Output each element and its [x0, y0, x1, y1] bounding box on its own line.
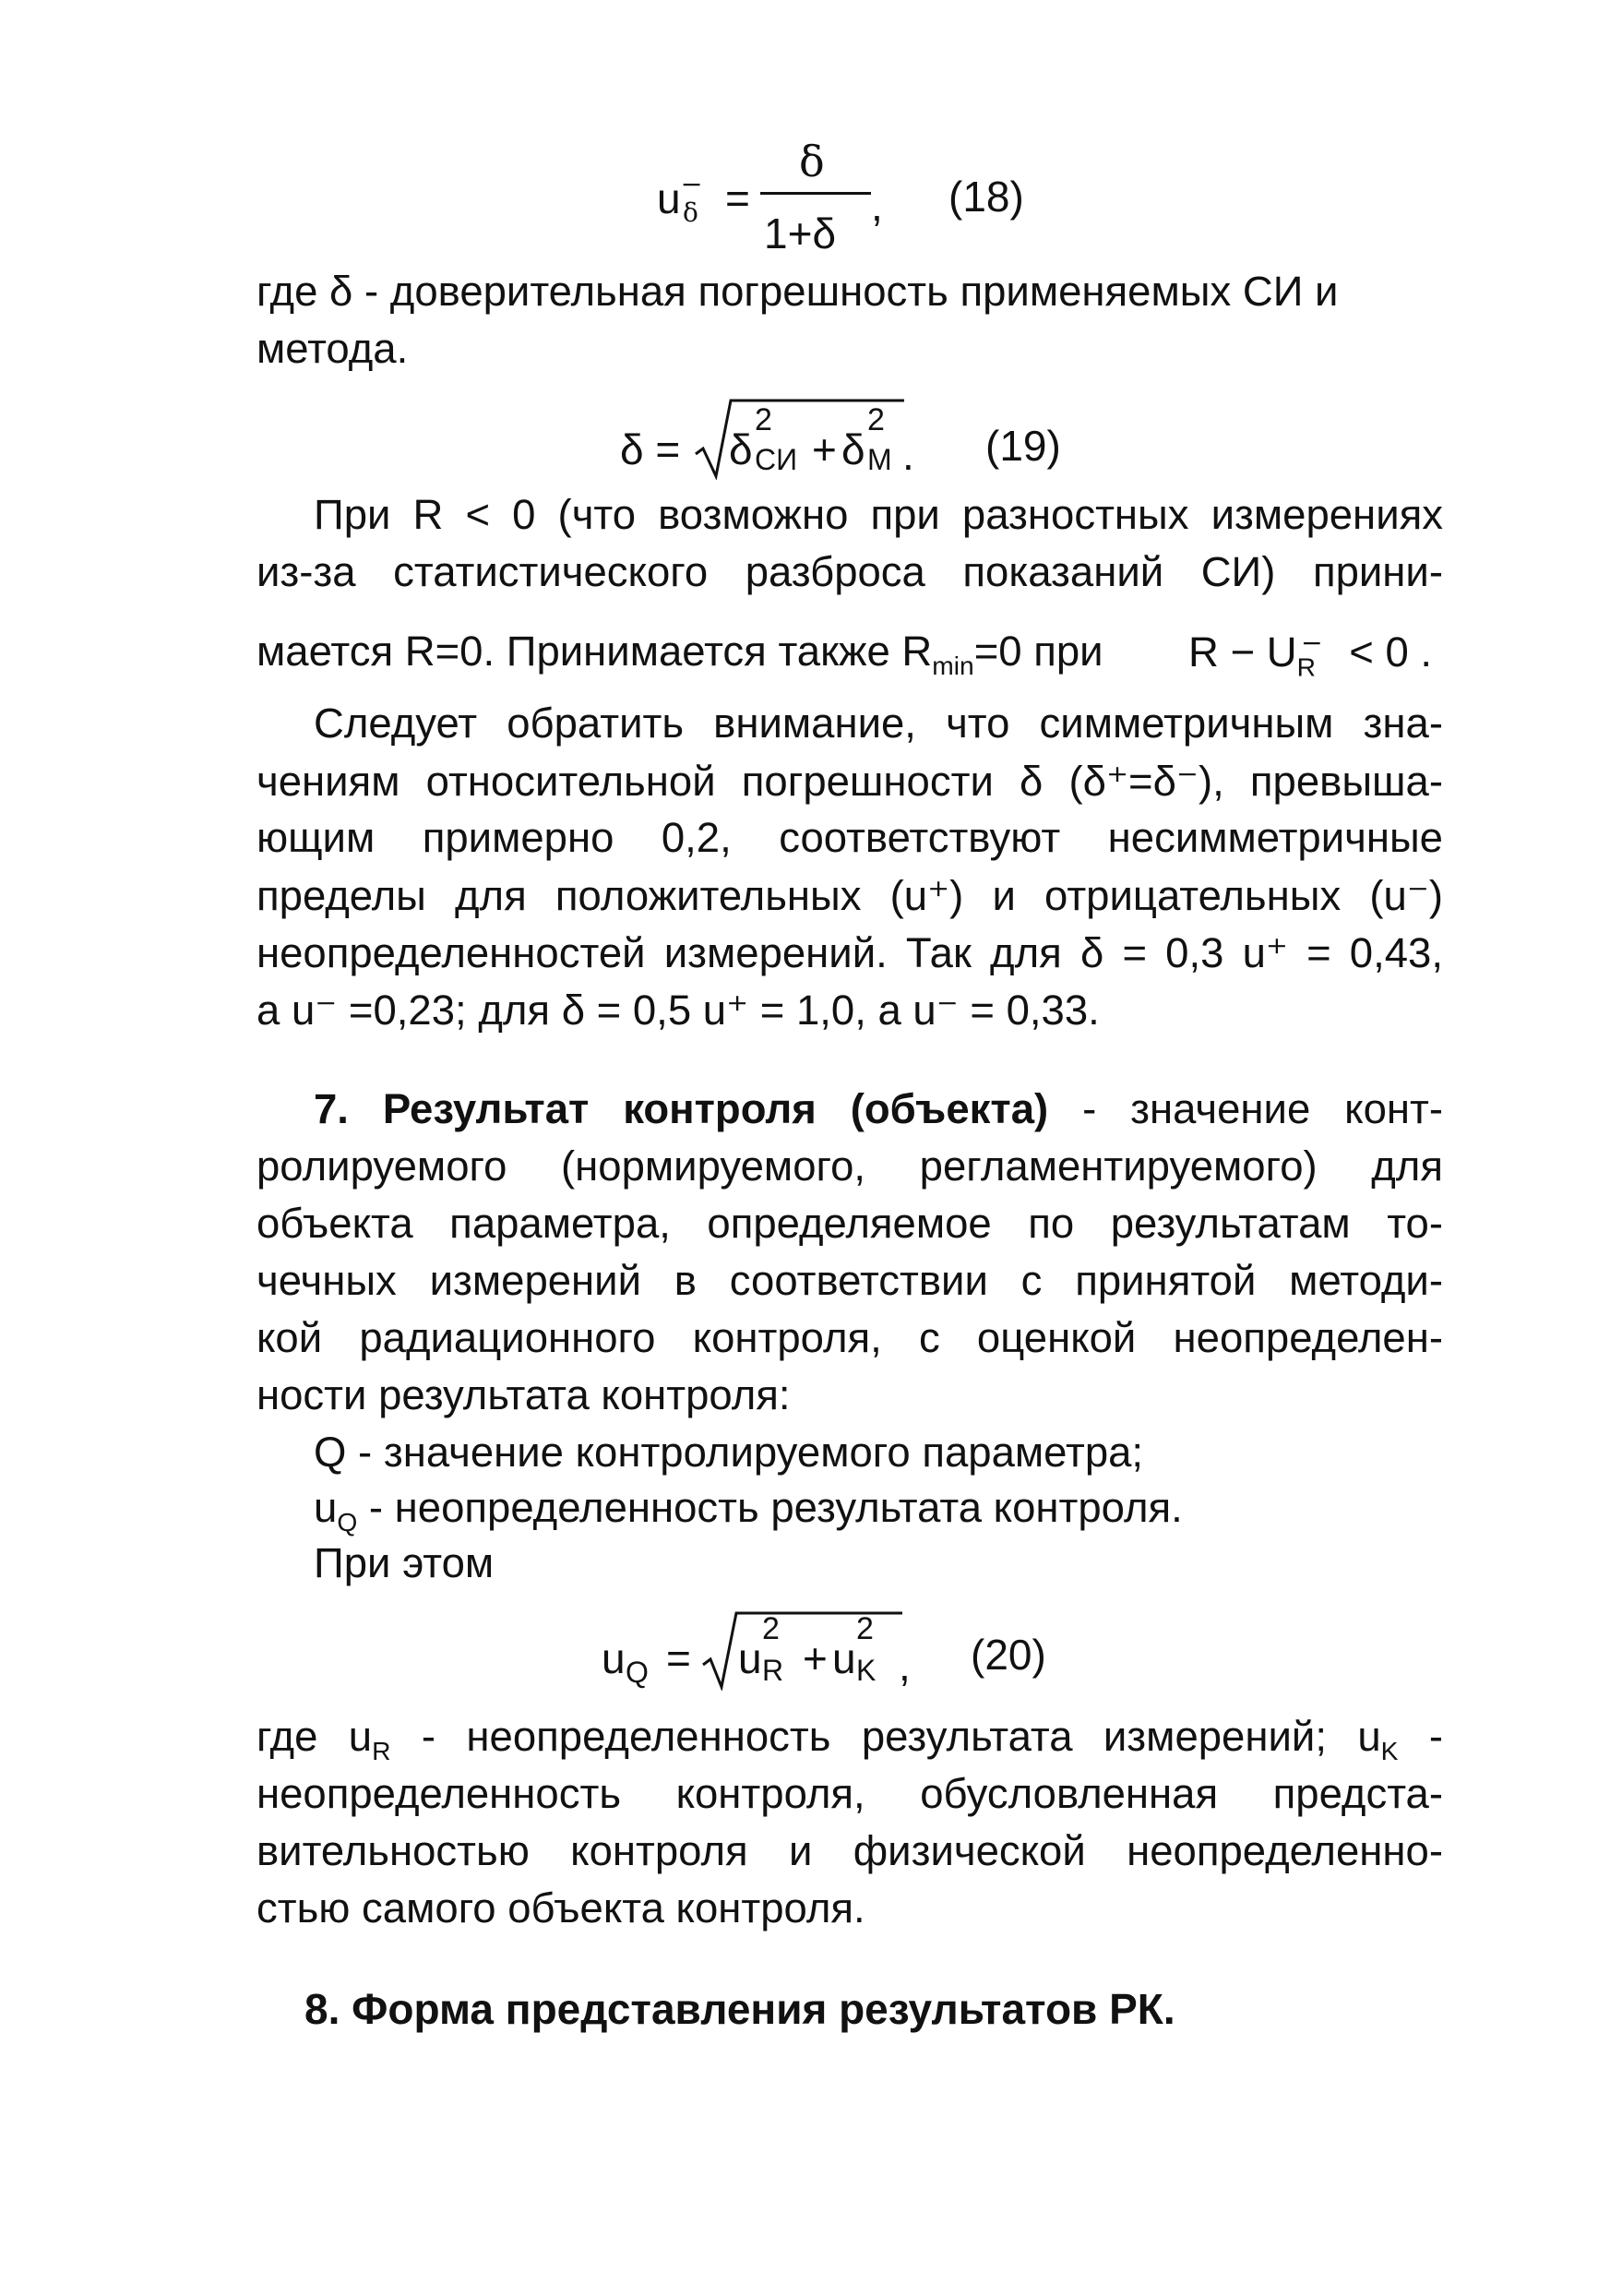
eq18-lhs-sub: δ — [683, 197, 698, 228]
eq18-equals: = — [725, 174, 750, 222]
eq20-comma: , — [899, 1642, 911, 1690]
definition-uq: $u_Q$ - неопределенность результата контроля. — [314, 1484, 1183, 1537]
where-ur-line3: вительностью контроля и физической неопределенно- — [256, 1827, 1443, 1874]
eq20-term1-sup: 2 — [762, 1611, 780, 1646]
eq19-term1: δ — [729, 425, 753, 473]
section7-title: 7. Результат контроля (объекта) — [314, 1085, 1049, 1132]
eq20-lhs-sub: Q — [626, 1656, 649, 1689]
eq20-number: (20) — [971, 1631, 1046, 1679]
at-this-text: При этом — [314, 1539, 495, 1586]
where-ur-line4: стью самого объекта контроля. — [256, 1884, 865, 1931]
eq19-plus: + — [812, 425, 837, 473]
eq19-number: (19) — [985, 422, 1061, 470]
section7-line3: объекта параметра, определяемое по результатам то- — [256, 1200, 1443, 1247]
eq20-term2-sub: K — [856, 1654, 877, 1687]
eq18-number: (18) — [948, 173, 1024, 221]
section7-line6: ности результата контроля: — [256, 1371, 791, 1418]
where-ur-line1: где $u_R$ - неопределенность результата измерений; $u_K$ - — [256, 1713, 1444, 1766]
eq20-term1: u — [738, 1634, 762, 1682]
where-delta-line2: метода. — [256, 325, 409, 372]
definition-q: Q - значение контролируемого параметра; — [314, 1429, 1144, 1476]
eq20-equals: = — [666, 1634, 691, 1682]
r-negative-line2: из-за статистического разброса показаний СИ) прини- — [256, 548, 1443, 595]
eq18-numerator: δ — [799, 137, 825, 186]
eq19-lhs: δ = — [620, 425, 681, 473]
eq20-plus: + — [803, 1634, 828, 1682]
eq18-denominator: 1+δ — [764, 209, 837, 257]
eq19-term1-sup: 2 — [755, 402, 772, 437]
eq18-comma: , — [871, 182, 883, 230]
symmetric-line2: чениям относительной погрешности δ (δ⁺=δ⁻), превыша- — [256, 758, 1443, 805]
where-ur-line2: неопределенность контроля, обусловленная предста- — [256, 1770, 1443, 1817]
r-negative-line3: мается R=0. Принимается также $R_{min}=0$ при — [256, 628, 1103, 681]
section7-line4: чечных измерений в соответствии с принятой методи- — [256, 1257, 1443, 1304]
eq19-term2: δ — [841, 425, 865, 473]
eq19-dot: . — [902, 431, 914, 479]
r-negative-line1: При R < 0 (что возможно при разностных измерениях — [314, 491, 1443, 538]
symmetric-line5: неопределенностей измерений. Так для δ = 0,3 u⁺ = 0,43, — [256, 929, 1443, 976]
eq19-term1-sub: СИ — [755, 443, 798, 476]
eq20-lhs: u — [602, 1634, 626, 1682]
symmetric-line1: Следует обратить внимание, что симметричным зна- — [314, 700, 1443, 747]
eq19-term2-sup: 2 — [867, 402, 885, 437]
eq20-term2-sup: 2 — [856, 1611, 874, 1646]
eq18-lhs: u− — [657, 168, 703, 222]
symmetric-line3: ющим примерно 0,2, соответствуют несимметричные — [256, 814, 1443, 861]
eq19-term2-sub: М — [867, 443, 892, 476]
section7-line2: ролируемого (нормируемого, регламентируемого) для — [256, 1142, 1443, 1190]
section8-title: 8. Форма представления результатов РК. — [304, 1985, 1175, 2033]
r-minus-u-expression: $R - U_R^- < 0$ . — [1188, 628, 1433, 682]
eq18-fraction-bar — [760, 192, 871, 195]
symmetric-line4: пределы для положительных (u⁺) и отрицательных (u⁻) — [256, 872, 1443, 919]
symmetric-line6: а u⁻ =0,23; для δ = 0,5 u⁺ = 1,0, а u⁻ = 0,33. — [256, 987, 1100, 1034]
eq20-term1-sub: R — [762, 1654, 784, 1687]
where-delta-line1: где δ - доверительная погрешность применяемых СИ и — [256, 268, 1339, 315]
eq20-term2: u — [832, 1634, 856, 1682]
section7-line5: кой радиационного контроля, с оценкой неопределен- — [256, 1314, 1443, 1361]
section7-line1: 7. Результат контроля (объекта) - значение конт- — [314, 1085, 1443, 1132]
